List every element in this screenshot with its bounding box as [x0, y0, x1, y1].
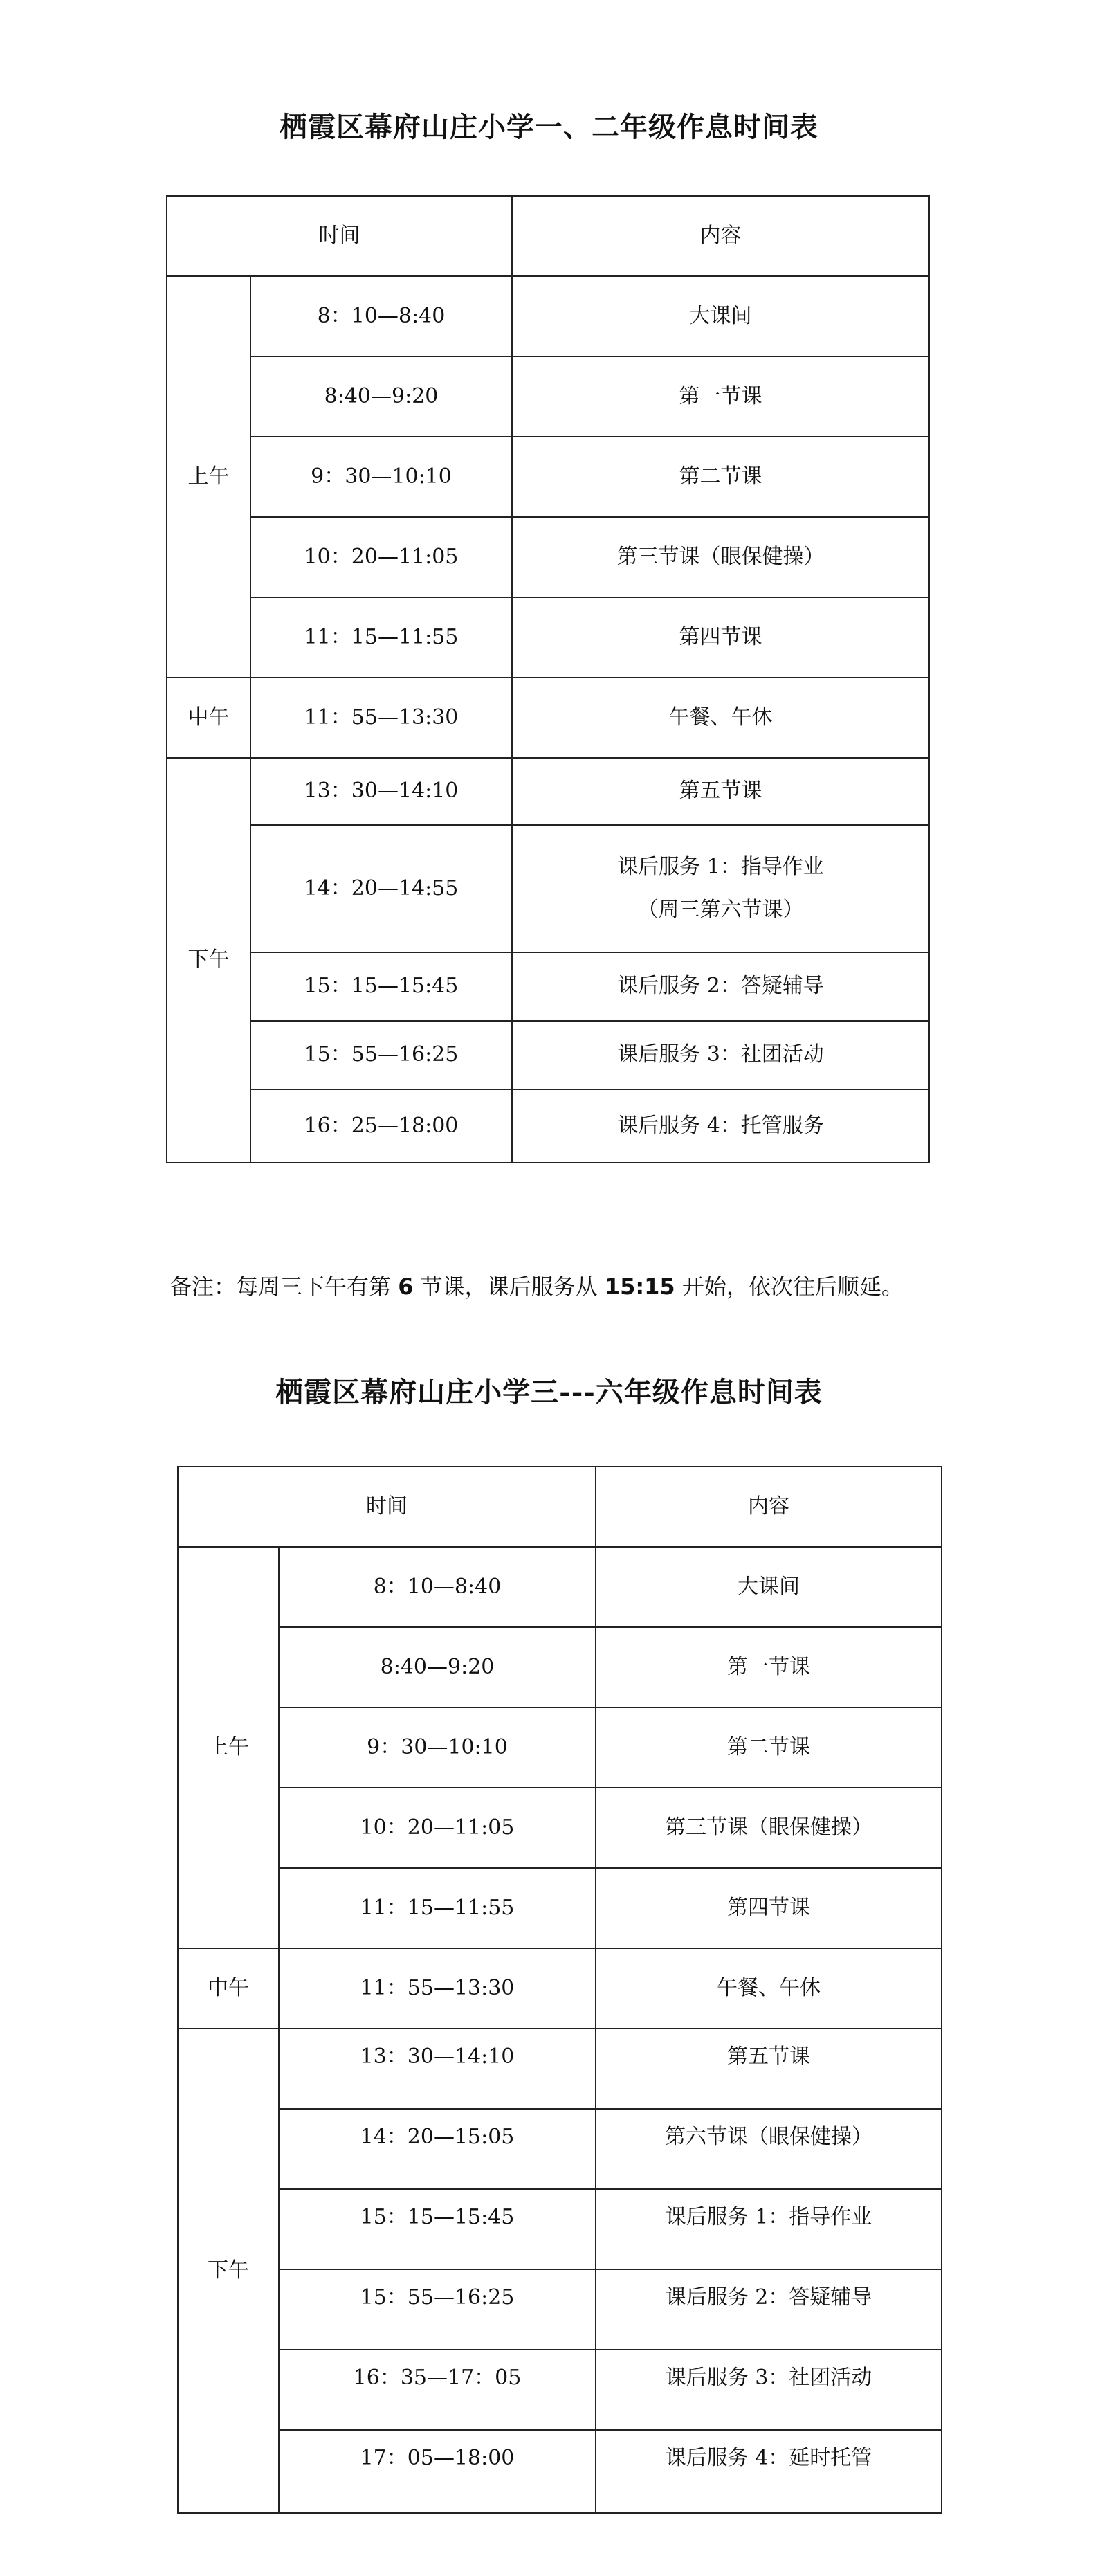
time-cell: 11：55—13:30 [279, 1948, 596, 2029]
table-row [178, 1868, 942, 1948]
page-title-grade-3-6: 栖霞区幕府山庄小学三---六年级作息时间表 [275, 1376, 823, 1408]
content-cell: 课后服务 3：社团活动 [512, 1021, 929, 1089]
time-cell: 9：30—10:10 [250, 437, 512, 517]
table-row [178, 1707, 942, 1788]
content-cell: 第三节课（眼保健操） [512, 517, 929, 597]
period-morning: 上午 [178, 1547, 279, 1948]
table-row [167, 758, 929, 825]
content-line-1: 课后服务 1：指导作业 [617, 855, 824, 879]
table-row [178, 2109, 942, 2189]
time-cell: 17：05—18:00 [279, 2430, 596, 2513]
time-cell: 8:40—9:20 [279, 1627, 596, 1707]
period-noon: 中午 [178, 1948, 279, 2029]
content-cell: 课后服务 4：延时托管 [596, 2430, 942, 2513]
time-cell: 15：55—16:25 [279, 2269, 596, 2350]
note-text-1: 备注：每周三下午有第 [170, 1273, 399, 1300]
time-cell: 16：25—18:00 [250, 1089, 512, 1163]
table-row [167, 356, 929, 437]
content-cell: 第六节课（眼保健操） [596, 2109, 942, 2189]
table-header-row [178, 1467, 942, 1547]
table-row [167, 517, 929, 597]
period-noon: 中午 [167, 678, 250, 758]
table-row [178, 2350, 942, 2430]
table-row [178, 2430, 942, 2513]
content-cell: 课后服务 3：社团活动 [596, 2350, 942, 2430]
table-row [178, 2189, 942, 2269]
page-title-grade-1-2: 栖霞区幕府山庄小学一、二年级作息时间表 [280, 111, 818, 143]
content-cell: 午餐、午休 [596, 1948, 942, 2029]
content-cell [512, 825, 929, 952]
table-row [167, 276, 929, 356]
header-time: 时间 [178, 1467, 596, 1547]
content-cell: 第二节课 [512, 437, 929, 517]
content-cell: 第四节课 [512, 597, 929, 678]
table-row [167, 1021, 929, 1089]
table-row [178, 1547, 942, 1627]
table-header-row [167, 196, 929, 276]
time-cell: 11：15—11:55 [279, 1868, 596, 1948]
time-cell: 11：55—13:30 [250, 678, 512, 758]
note-text-2: 节课，课后服务从 [413, 1273, 605, 1300]
table-row [167, 597, 929, 678]
table-row [167, 952, 929, 1021]
time-cell: 15：55—16:25 [250, 1021, 512, 1089]
header-content: 内容 [512, 196, 929, 276]
content-cell: 第一节课 [512, 356, 929, 437]
period-afternoon: 下午 [178, 2029, 279, 2513]
content-cell: 课后服务 2：答疑辅导 [512, 952, 929, 1021]
time-cell: 13：30—14:10 [279, 2029, 596, 2109]
header-time: 时间 [167, 196, 512, 276]
schedule-note [170, 1258, 951, 1315]
period-morning: 上午 [167, 276, 250, 678]
schedule-table-grade-3-6 [177, 1466, 942, 2514]
content-cell: 第五节课 [596, 2029, 942, 2109]
content-cell: 课后服务 2：答疑辅导 [596, 2269, 942, 2350]
table-row [178, 1788, 942, 1868]
content-cell: 第三节课（眼保健操） [596, 1788, 942, 1868]
time-cell: 8：10—8:40 [279, 1547, 596, 1627]
content-cell: 第五节课 [512, 758, 929, 825]
table-row [167, 678, 929, 758]
content-cell: 第四节课 [596, 1868, 942, 1948]
content-cell: 大课间 [512, 276, 929, 356]
time-cell: 10：20—11:05 [279, 1788, 596, 1868]
time-cell: 15：15—15:45 [250, 952, 512, 1021]
table-row [178, 2029, 942, 2109]
note-text-3: 开始，依次往后顺延。 [675, 1273, 904, 1300]
content-cell: 课后服务 1：指导作业 [596, 2189, 942, 2269]
table-row [178, 1627, 942, 1707]
time-cell: 8：10—8:40 [250, 276, 512, 356]
time-cell: 16：35—17：05 [279, 2350, 596, 2430]
time-cell: 14：20—14:55 [250, 825, 512, 952]
content-cell: 午餐、午休 [512, 678, 929, 758]
content-cell: 课后服务 4：托管服务 [512, 1089, 929, 1163]
content-cell: 大课间 [596, 1547, 942, 1627]
content-cell: 第一节课 [596, 1627, 942, 1707]
content-cell: 第二节课 [596, 1707, 942, 1788]
time-cell: 13：30—14:10 [250, 758, 512, 825]
time-cell: 9：30—10:10 [279, 1707, 596, 1788]
note-start-time: 15:15 [604, 1273, 675, 1300]
time-cell: 15：15—15:45 [279, 2189, 596, 2269]
schedule-table-grade-1-2 [166, 195, 930, 1163]
time-cell: 10：20—11:05 [250, 517, 512, 597]
time-cell: 11：15—11:55 [250, 597, 512, 678]
table-row [178, 1948, 942, 2029]
time-cell: 14：20—15:05 [279, 2109, 596, 2189]
table-row [178, 2269, 942, 2350]
header-content: 内容 [596, 1467, 942, 1547]
content-line-2: （周三第六节课） [637, 898, 804, 922]
period-afternoon: 下午 [167, 758, 250, 1163]
note-period-number: 6 [398, 1273, 414, 1300]
table-row [167, 437, 929, 517]
table-row [167, 825, 929, 952]
table-row [167, 1089, 929, 1163]
time-cell: 8:40—9:20 [250, 356, 512, 437]
